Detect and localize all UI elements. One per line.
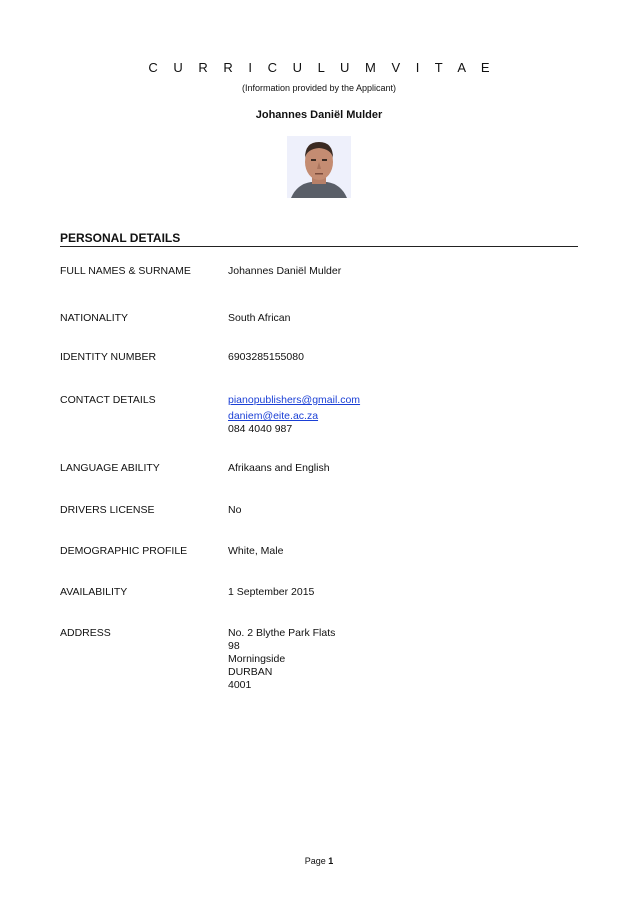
- detail-label: DEMOGRAPHIC PROFILE: [60, 545, 188, 557]
- applicant-name: Johannes Daniël Mulder: [255, 109, 383, 121]
- portrait-image: [287, 136, 351, 198]
- email-link-secondary[interactable]: daniem@eite.ac.za: [228, 410, 319, 422]
- detail-label: ADDRESS: [60, 627, 111, 639]
- detail-value: [228, 545, 568, 558]
- detail-value: [228, 462, 568, 475]
- detail-label: AVAILABILITY: [60, 586, 128, 598]
- page-footer: [0, 856, 638, 866]
- cv-title: C U R R I C U L U M V I T A E: [148, 60, 496, 75]
- section-heading-personal-details: PERSONAL DETAILS: [60, 231, 181, 245]
- address-line-3: Morningside: [228, 653, 286, 665]
- nationality-value: South African: [228, 312, 291, 324]
- detail-label: DRIVERS LICENSE: [60, 504, 155, 516]
- phone-number-value: 084 4040 987: [228, 423, 293, 435]
- detail-label: LANGUAGE ABILITY: [60, 462, 160, 474]
- detail-label: CONTACT DETAILS: [60, 394, 156, 406]
- email-link-primary[interactable]: pianopublishers@gmail.com: [228, 394, 361, 406]
- detail-value: [228, 504, 568, 517]
- address-line-4: DURBAN: [228, 666, 273, 678]
- page-label: Page: [304, 856, 326, 866]
- detail-value: [228, 312, 568, 325]
- detail-value: [228, 586, 568, 599]
- detail-value: [228, 394, 568, 436]
- detail-value: [228, 351, 568, 364]
- availability-value: 1 September 2015: [228, 586, 315, 598]
- demographic-value: White, Male: [228, 545, 284, 557]
- section-divider: [60, 246, 578, 247]
- page-number: 1: [328, 856, 334, 866]
- address-line-1: No. 2 Blythe Park Flats: [228, 627, 336, 639]
- address-line-2: 98: [228, 640, 240, 652]
- applicant-photo: [287, 136, 351, 198]
- full-name-value: Johannes Daniël Mulder: [228, 265, 342, 277]
- drivers-license-value: No: [228, 504, 242, 516]
- detail-label: IDENTITY NUMBER: [60, 351, 157, 363]
- detail-label: NATIONALITY: [60, 312, 129, 324]
- identity-number-value: 6903285155080: [228, 351, 304, 363]
- detail-value: [228, 265, 568, 278]
- address-line-5: 4001: [228, 679, 252, 691]
- language-value: Afrikaans and English: [228, 462, 330, 474]
- cv-subtitle: (Information provided by the Applicant): [241, 83, 397, 93]
- detail-value: [228, 627, 568, 692]
- detail-label: FULL NAMES & SURNAME: [60, 265, 191, 277]
